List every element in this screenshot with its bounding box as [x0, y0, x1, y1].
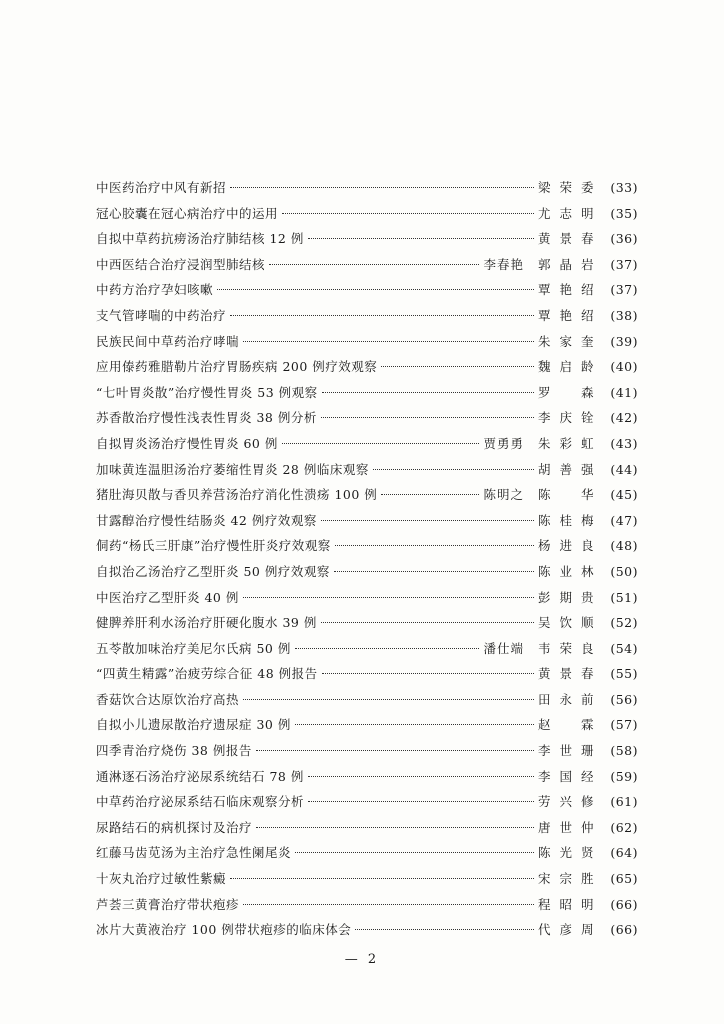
dot-leader [295, 852, 534, 853]
dot-leader [373, 469, 534, 470]
toc-entry [96, 639, 638, 665]
toc-entry [96, 178, 638, 204]
toc-entry-page: (36) [610, 231, 638, 247]
toc-entry-author: 魏启龄 [538, 359, 594, 375]
toc-entry-page: (51) [610, 589, 638, 605]
toc-entry-title: 侗药“杨氏三肝康”治疗慢性肝炎疗效观察 [96, 538, 331, 554]
toc-entry-author: 代彦周 [538, 922, 594, 938]
toc-entry-page: (50) [610, 563, 638, 579]
toc-entry-title: 甘露醇治疗慢性结肠炎 42 例疗效观察 [96, 512, 317, 528]
dot-leader [295, 648, 480, 649]
toc-entry-author: 陈桂梅 [538, 512, 594, 528]
toc-entry [96, 843, 638, 869]
toc-entry [96, 664, 638, 690]
dot-leader [322, 392, 534, 393]
toc-entry-page: (66) [610, 922, 638, 938]
toc-entry [96, 511, 638, 537]
toc-entry [96, 741, 638, 767]
toc-entry-author: 杨进良 [538, 538, 594, 554]
dot-leader [243, 699, 534, 700]
dot-leader [256, 827, 534, 828]
toc-entry-page: (39) [610, 333, 638, 349]
toc-entry [96, 536, 638, 562]
toc-entry-page: (66) [610, 896, 638, 912]
toc-entry [96, 408, 638, 434]
toc-entry-title: 中医药治疗中风有新招 [96, 180, 227, 195]
toc-entry-title: 中药方治疗孕妇咳嗽 [96, 282, 214, 298]
toc-entry-author: 李国经 [538, 768, 594, 784]
toc-entry-author: 尤志明 [538, 205, 594, 221]
toc-entry-page: (61) [610, 794, 638, 810]
toc-entry-author: 黄景春 [538, 666, 594, 682]
toc-entry-title: 红藤马齿苋汤为主治疗急性阑尾炎 [96, 845, 292, 861]
dot-leader [308, 776, 534, 777]
toc-entry-page: (58) [610, 743, 638, 759]
toc-entry [96, 818, 638, 844]
dot-leader [355, 929, 534, 930]
toc-entry-author: 罗 森 [538, 384, 594, 400]
toc-entry-page: (42) [610, 410, 638, 426]
toc-entry-title: 应用傣药雅腊勒片治疗胃肠疾病 200 例疗效观察 [96, 359, 378, 375]
toc-entry-author: 程昭明 [538, 896, 594, 912]
toc-entry-page: (48) [610, 538, 638, 554]
toc-entry-author: 胡善强 [538, 461, 594, 477]
dot-leader [230, 187, 534, 188]
toc-entry-author: 唐世仲 [538, 819, 594, 835]
toc-entry-title: 十灰丸治疗过敏性紫癜 [96, 871, 227, 887]
toc-entry-title: 自拟中草药抗痨汤治疗肺结核 12 例 [96, 231, 304, 247]
dot-leader [321, 520, 534, 521]
toc-entry-coauthor: 潘仕端 [483, 640, 524, 656]
toc-entry [96, 460, 638, 486]
toc-entry-title: “七叶胃炎散”治疗慢性胃炎 53 例观察 [96, 384, 318, 400]
toc-entry-page: (65) [610, 871, 638, 887]
toc-entry-page: (41) [610, 384, 638, 400]
toc-entry-title: 自拟治乙汤治疗乙型肝炎 50 例疗效观察 [96, 563, 330, 579]
dot-leader [322, 673, 534, 674]
toc-entry-page: (47) [610, 512, 638, 528]
toc-entry-page: (59) [610, 768, 638, 784]
toc-entry-author: 田永前 [538, 691, 594, 707]
toc-entry [96, 332, 638, 358]
toc-entry-title: “四黄生精露”治疲劳综合征 48 例报告 [96, 666, 318, 682]
toc-entry [96, 613, 638, 639]
dot-leader [381, 494, 479, 495]
dot-leader [321, 622, 534, 623]
toc-entry-coauthor: 贾勇勇 [483, 435, 524, 451]
toc-entry-title: 健脾养肝利水汤治疗肝硬化腹水 39 例 [96, 615, 317, 631]
toc-entry-page: (37) [610, 256, 638, 272]
toc-entry-author: 朱家奎 [538, 333, 594, 349]
toc-entry-author: 朱彩虹 [538, 435, 594, 451]
toc-entry-page: (40) [610, 359, 638, 375]
toc-entry-title: 苏香散治疗慢性浅表性胃炎 38 例分析 [96, 410, 317, 426]
dot-leader [256, 750, 534, 751]
dot-leader [217, 289, 534, 290]
toc-entry [96, 562, 638, 588]
dot-leader [308, 801, 534, 802]
toc-entry [96, 920, 638, 946]
toc-entry-title: 民族民间中草药治疗哮喘 [96, 333, 240, 349]
dot-leader [230, 315, 534, 316]
toc-entry-title: 五苓散加味治疗美尼尔氏病 50 例 [96, 640, 291, 656]
toc-entry-page: (33) [610, 180, 638, 195]
toc-entry-title: 中西医结合治疗浸润型肺结核 [96, 256, 266, 272]
dot-leader [243, 597, 534, 598]
dot-leader [230, 878, 534, 879]
toc-entry [96, 280, 638, 306]
toc-entry-page: (35) [610, 205, 638, 221]
toc-entry-coauthor: 李春艳 [483, 256, 524, 272]
toc-entry [96, 869, 638, 895]
toc-entry [96, 792, 638, 818]
toc-entry-page: (54) [610, 640, 638, 656]
page-number: — 2 [344, 952, 380, 967]
dot-leader [295, 724, 534, 725]
toc-entry-title: 支气管哮喘的中药治疗 [96, 307, 227, 323]
toc-entry-page: (64) [610, 845, 638, 861]
toc-entry [96, 229, 638, 255]
toc-entry [96, 204, 638, 230]
toc-entry-page: (44) [610, 461, 638, 477]
toc-entry-title: 猪肚海贝散与香贝养营汤治疗消化性溃疡 100 例 [96, 487, 378, 503]
toc-entry-title: 自拟胃炎汤治疗慢性胃炎 60 例 [96, 435, 278, 451]
toc-entry-coauthor: 陈明之 [483, 487, 524, 503]
toc-entry-author: 陈光贤 [538, 845, 594, 861]
toc-entry-title: 通淋逐石汤治疗泌尿系统结石 78 例 [96, 768, 304, 784]
toc-entry-page: (38) [610, 307, 638, 323]
dot-leader [334, 571, 534, 572]
toc-entry [96, 767, 638, 793]
dot-leader [243, 341, 534, 342]
toc-entry-title: 四季青治疗烧伤 38 例报告 [96, 743, 252, 759]
toc-entry-author: 覃艳绍 [538, 282, 594, 298]
toc-entry-page: (62) [610, 819, 638, 835]
toc-entry-page: (45) [610, 487, 638, 503]
toc-entry-author: 李世珊 [538, 743, 594, 759]
toc-entry [96, 715, 638, 741]
toc-entry-author: 赵 霖 [538, 717, 594, 733]
toc-entry [96, 895, 638, 921]
toc-entry-author: 劳兴修 [538, 794, 594, 810]
toc-entry-author: 郭晶岩 [538, 256, 594, 272]
dot-leader [282, 443, 480, 444]
dot-leader [335, 545, 534, 546]
toc-entry [96, 690, 638, 716]
toc-entry-author: 宋宗胜 [538, 871, 594, 887]
toc-entry-page: (57) [610, 717, 638, 733]
toc-entry-author: 吴饮顺 [538, 615, 594, 631]
toc-entry-title: 冠心胶囊在冠心病治疗中的运用 [96, 205, 279, 221]
toc-entry-author: 李庆铨 [538, 410, 594, 426]
toc-entry [96, 255, 638, 281]
dot-leader [269, 264, 479, 265]
toc-entry-author: 陈 华 [538, 487, 594, 503]
toc-entry-title: 中草药治疗泌尿系结石临床观察分析 [96, 794, 305, 810]
toc-entry-author: 梁荣委 [538, 180, 594, 195]
toc-entry-page: (52) [610, 615, 638, 631]
toc-entry-author: 黄景春 [538, 231, 594, 247]
toc-entry-title: 芦荟三黄膏治疗带状疱疹 [96, 896, 240, 912]
dot-leader [282, 213, 534, 214]
toc-entry-title: 自拟小儿遗尿散治疗遗尿症 30 例 [96, 717, 291, 733]
toc-entry [96, 485, 638, 511]
toc-entry-title: 冰片大黄液治疗 100 例带状疱疹的临床体会 [96, 922, 352, 938]
toc-entry-page: (56) [610, 691, 638, 707]
toc-entry-page: (55) [610, 666, 638, 682]
toc-entry-author: 彭期贵 [538, 589, 594, 605]
toc-entry-title: 尿路结石的病机探讨及治疗 [96, 819, 253, 835]
dot-leader [321, 417, 534, 418]
dot-leader [381, 366, 534, 367]
toc-entry-author: 陈业林 [538, 563, 594, 579]
toc-entry-page: (43) [610, 435, 638, 451]
toc-entry-author: 覃艳绍 [538, 307, 594, 323]
toc-entry-author: 韦荣良 [538, 640, 594, 656]
toc-entry-page: (37) [610, 282, 638, 298]
toc-entry [96, 434, 638, 460]
toc-entry-title: 香菇饮合达原饮治疗高热 [96, 691, 240, 707]
toc-entry [96, 357, 638, 383]
toc-entry [96, 383, 638, 409]
toc-entry-title: 加味黄连温胆汤治疗萎缩性胃炎 28 例临床观察 [96, 461, 369, 477]
dot-leader [308, 238, 534, 239]
table-of-contents [96, 178, 638, 946]
toc-entry [96, 588, 638, 614]
dot-leader [243, 904, 534, 905]
toc-entry-title: 中医治疗乙型肝炎 40 例 [96, 589, 239, 605]
toc-entry [96, 306, 638, 332]
